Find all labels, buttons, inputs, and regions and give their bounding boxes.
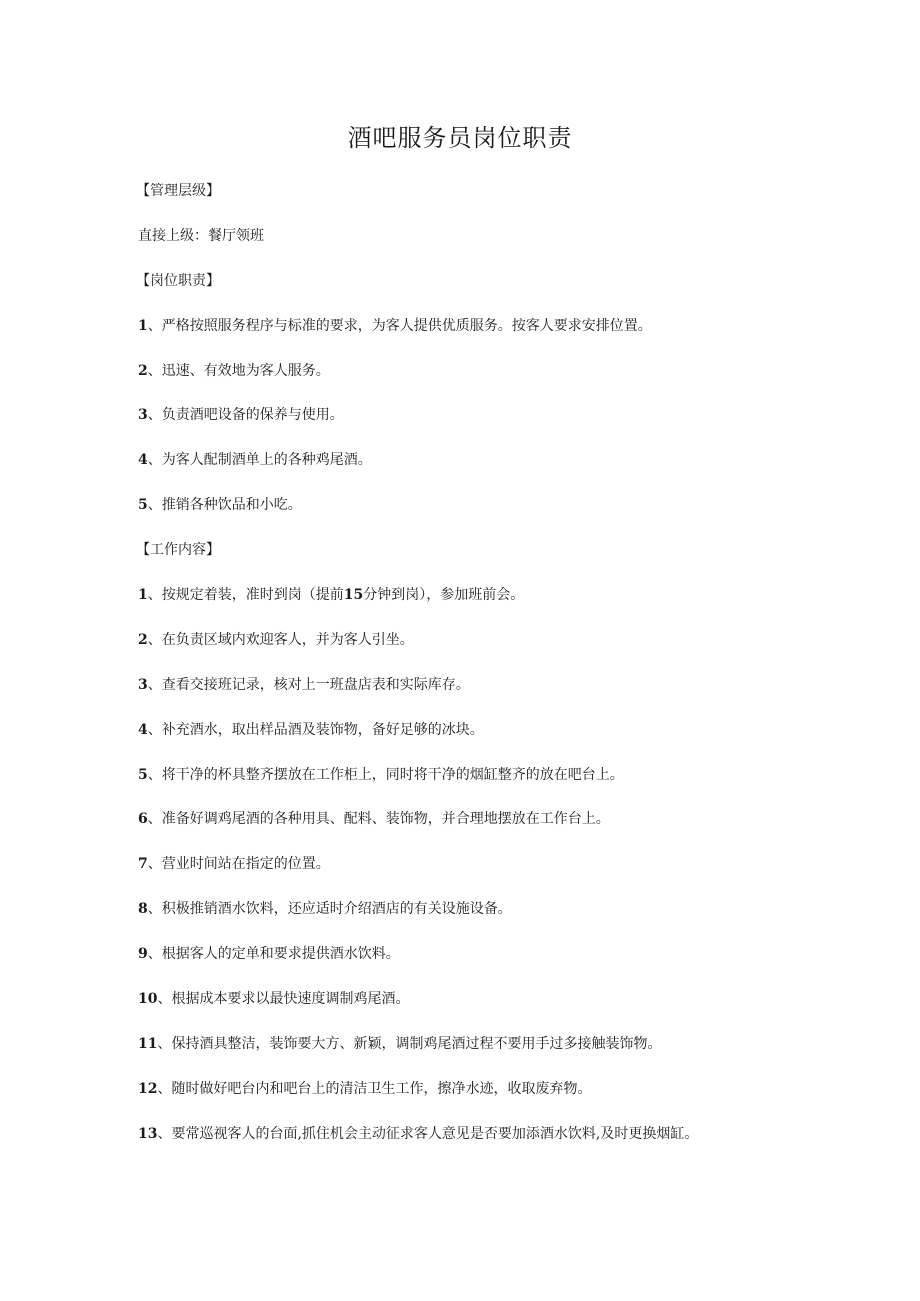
responsibility-item (138, 404, 838, 426)
work-item (138, 719, 838, 741)
item-number: 4 (138, 452, 148, 469)
work-item (138, 584, 838, 606)
item-number: 1 (138, 587, 148, 604)
item-text: 、随时做好吧台内和吧台上的清洁卫生工作，擦净水迹，收取废弃物。 (157, 1080, 592, 1097)
item-text: 、积极推销酒水饮料，还应适时介绍酒店的有关设施设备。 (147, 901, 512, 918)
work-item (138, 629, 838, 651)
item-text: 、营业时间站在指定的位置。 (147, 856, 330, 873)
item-text: 、根据成本要求以最快速度调制鸡尾酒。 (157, 991, 410, 1008)
item-text: 、根据客人的定单和要求提供酒水饮料。 (147, 946, 400, 963)
item-number: 3 (138, 676, 148, 693)
item-number: 2 (138, 631, 148, 648)
direct-supervisor-line: 直接上级：餐厅领班 (138, 227, 264, 244)
item-number: 13 (138, 1125, 158, 1142)
work-item (138, 1033, 838, 1055)
item-text: 、要常巡视客人的台面,抓住机会主动征求客人意见是否要加添酒水饮料,及时更换烟缸。 (157, 1125, 699, 1142)
item-text: 、保持酒具整洁，装饰要大方、新颖，调制鸡尾酒过程不要用手过多接触装饰物。 (157, 1035, 662, 1052)
responsibility-item (138, 449, 838, 471)
work-item (138, 1078, 838, 1100)
item-text: 、严格按照服务程序与标准的要求，为客人提供优质服务。按客人要求安排位置。 (147, 317, 652, 334)
work-item (138, 988, 838, 1010)
item-bold-number: 15 (343, 587, 364, 604)
item-number: 2 (138, 362, 148, 379)
item-text: 、推销各种饮品和小吃。 (147, 497, 302, 514)
item-number: 5 (138, 766, 148, 783)
work-item (138, 808, 838, 830)
section-heading-management-level: 【管理层级】 (136, 183, 220, 199)
item-number: 4 (138, 721, 148, 738)
item-number: 7 (138, 856, 148, 873)
item-number: 6 (138, 811, 148, 828)
item-number: 3 (138, 407, 148, 424)
item-number: 11 (138, 1035, 158, 1052)
item-number: 12 (138, 1080, 158, 1097)
section-heading-responsibilities: 【岗位职责】 (136, 272, 220, 289)
work-item (138, 853, 838, 875)
item-number: 8 (138, 901, 148, 918)
item-text: 、补充酒水，取出样品酒及装饰物，备好足够的冰块。 (147, 721, 484, 738)
section-heading-work-content: 【工作内容】 (136, 542, 220, 559)
responsibility-item (138, 315, 838, 337)
item-number: 5 (138, 497, 148, 514)
work-item (138, 674, 838, 696)
work-item (138, 943, 838, 965)
item-text: 、按规定着装，准时到岗（提前 (147, 587, 344, 604)
item-text: 、为客人配制酒单上的各种鸡尾酒。 (147, 452, 372, 469)
item-number: 10 (138, 991, 158, 1008)
work-item (138, 764, 838, 786)
item-text-continued: 分钟到岗），参加班前会。 (363, 587, 525, 604)
responsibility-item (138, 494, 838, 516)
work-item (138, 1123, 838, 1145)
item-text: 、准备好调鸡尾酒的各种用具、配料、装饰物，并合理地摆放在工作台上。 (147, 811, 610, 828)
item-text: 、将干净的杯具整齐摆放在工作柜上，同时将干净的烟缸整齐的放在吧台上。 (147, 766, 624, 783)
work-item (138, 898, 838, 920)
responsibility-item (138, 360, 838, 382)
item-text: 、在负责区域内欢迎客人，并为客人引坐。 (147, 631, 414, 648)
item-number: 9 (138, 946, 148, 963)
item-text: 、迅速、有效地为客人服务。 (147, 362, 330, 379)
item-text: 、负责酒吧设备的保养与使用。 (147, 407, 344, 424)
item-number: 1 (138, 317, 148, 334)
document-body (138, 180, 838, 1168)
item-text: 、查看交接班记录，核对上一班盘店表和实际库存。 (147, 676, 470, 693)
document-title: 酒吧服务员岗位职责 (347, 124, 573, 152)
